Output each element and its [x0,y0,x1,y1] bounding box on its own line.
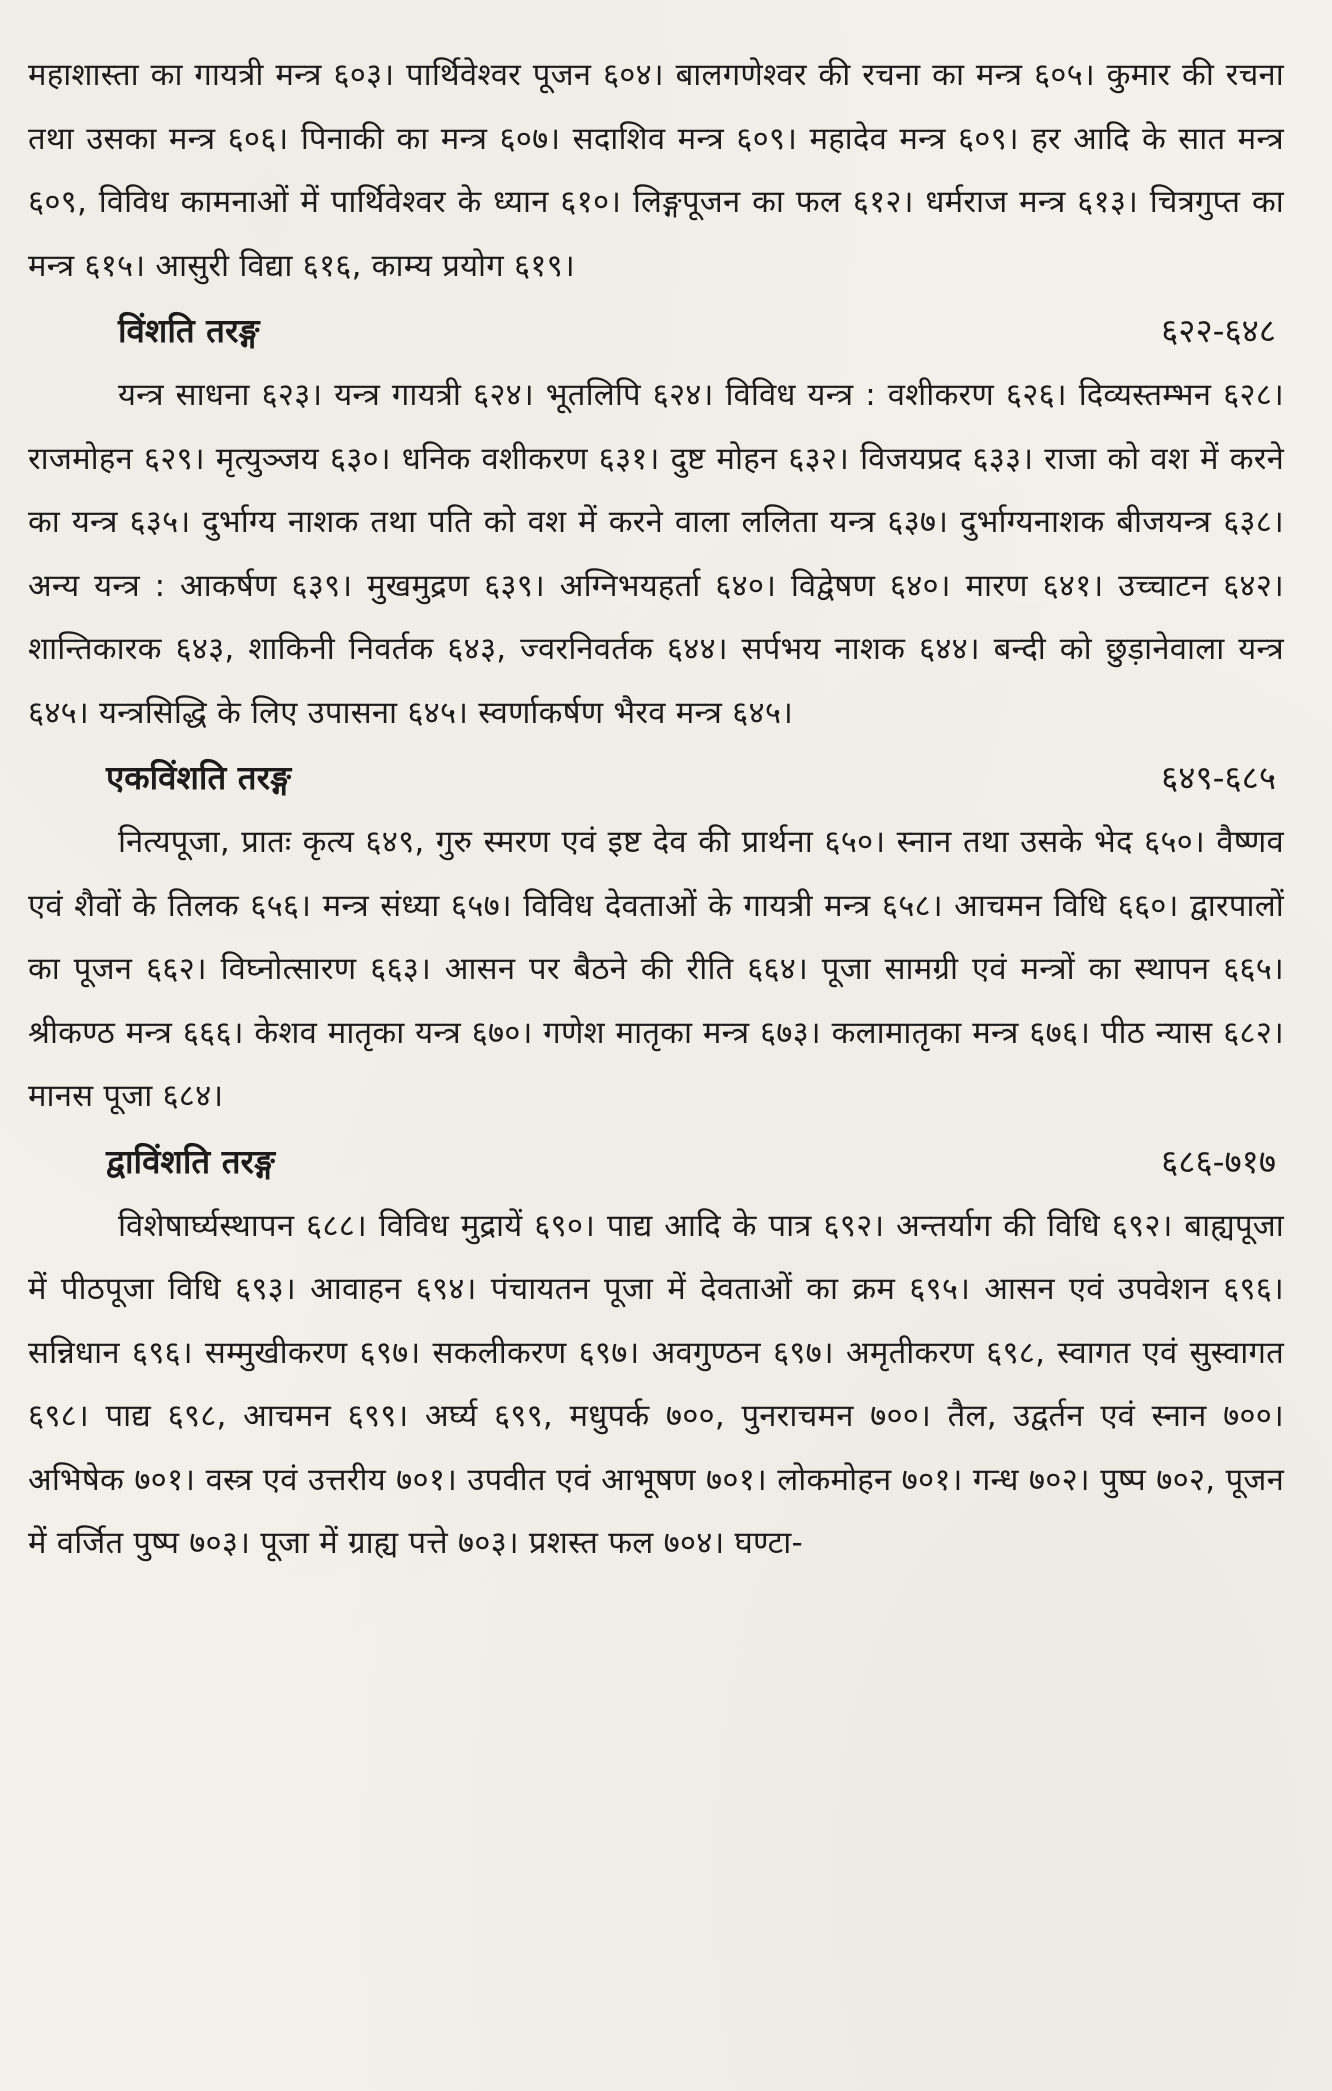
section-title: एकविंशति तरङ्ग [106,758,291,797]
section-paragraph-dvavimshati: विशेषार्घ्यस्थापन ६८८। विविध मुद्रायें ६९०। पाद्य आदि के पात्र ६९२। अन्तर्याग की विधि ६९२। बाह्यपूजा में पीठपूजा विधि ६९३। आवाहन ६९४। पंचायतन पूजा में देवताओं का क्रम ६९५। आसन एवं उपवेशन ६९६। सन्निधान ६९६। सम्मुखीकरण ६९७। सकलीकरण ६९७। अवगुण्ठन ६९७। अमृतीकरण ६९८, स्वागत एवं सुस्वागत ६९८। पाद्य ६९८, आचमन ६९९। अर्घ्य ६९९, मधुपर्क ७००, पुनराचमन ७००। तैल, उद्वर्तन एवं स्नान ७००। अभिषेक ७०१। वस्त्र एवं उत्तरीय ७०१। उपवीत एवं आभूषण ७०१। लोकमोहन ७०१। गन्ध ७०२। पुष्प ७०२, पूजन में वर्जित पुष्प ७०३। पूजा में ग्राह्य पत्ते ७०३। प्रशस्त फल ७०४। घण्टा- [28,1207,1284,1561]
section-title: द्वाविंशति तरङ्ग [106,1141,275,1181]
section-heading-vimshati [28,298,1284,364]
page-range: ६२२-६४८ [1161,311,1276,350]
section-heading-dvavimshati [28,1129,1284,1195]
section-paragraph-vimshati: यन्त्र साधना ६२३। यन्त्र गायत्री ६२४। भूतलिपि ६२४। विविध यन्त्र : वशीकरण ६२६। दिव्यस्तम्भन ६२८। राजमोहन ६२९। मृत्युञ्जय ६३०। धनिक वशीकरण ६३१। दुष्ट मोहन ६३२। विजयप्रद ६३३। राजा को वश में करने का यन्त्र ६३५। दुर्भाग्य नाशक तथा पति को वश में करने वाला ललिता यन्त्र ६३७। दुर्भाग्यनाशक बीजयन्त्र ६३८। अन्य यन्त्र : आकर्षण ६३९। मुखमुद्रण ६३९। अग्निभयहर्ता ६४०। विद्वेषण ६४०। मारण ६४१। उच्चाटन ६४२। शान्तिकारक ६४३, शाकिनी निवर्तक ६४३, ज्वरनिवर्तक ६४४। सर्पभय नाशक ६४४। बन्दी को छुड़ानेवाला यन्त्र ६४५। यन्त्रसिद्धि के लिए उपासना ६४५। स्वर्णाकर्षण भैरव मन्त्र ६४५। [28,377,1284,731]
section-paragraph-ekavimshati: नित्यपूजा, प्रातः कृत्य ६४९, गुरु स्मरण एवं इष्ट देव की प्रार्थना ६५०। स्नान तथा उसके भेद ६५०। वैष्णव एवं शैवों के तिलक ६५६। मन्त्र संध्या ६५७। विविध देवताओं के गायत्री मन्त्र ६५८। आचमन विधि ६६०। द्वारपालों का पूजन ६६२। विघ्नोत्सारण ६६३। आसन पर बैठने की रीति ६६४। पूजा सामग्री एवं मन्त्रों का स्थापन ६६५। श्रीकण्ठ मन्त्र ६६६। केशव मातृका यन्त्र ६७०। गणेश मातृका मन्त्र ६७३। कलामातृका मन्त्र ६७६। पीठ न्यास ६८२। मानस पूजा ६८४। [28,824,1284,1114]
section-title: विंशति तरङ्ग [118,311,260,350]
continuation-paragraph: महाशास्ता का गायत्री मन्त्र ६०३। पार्थिवेश्वर पूजन ६०४। बालगणेश्वर की रचना का मन्त्र ६०५। कुमार की रचना तथा उसका मन्त्र ६०६। पिनाकी का मन्त्र ६०७। सदाशिव मन्त्र ६०९। महादेव मन्त्र ६०९। हर आदि के सात मन्त्र ६०९, विविध कामनाओं में पार्थिवेश्वर के ध्यान ६१०। लिङ्गपूजन का फल ६१२। धर्मराज मन्त्र ६१३। चित्रगुप्त का मन्त्र ६१५। आसुरी विद्या ६१६, काम्य प्रयोग ६१९। [28,57,1284,284]
page-range: ६४९-६८५ [1161,758,1276,797]
page-range: ६८६-७१७ [1161,1141,1276,1181]
section-heading-ekavimshati [28,745,1284,811]
